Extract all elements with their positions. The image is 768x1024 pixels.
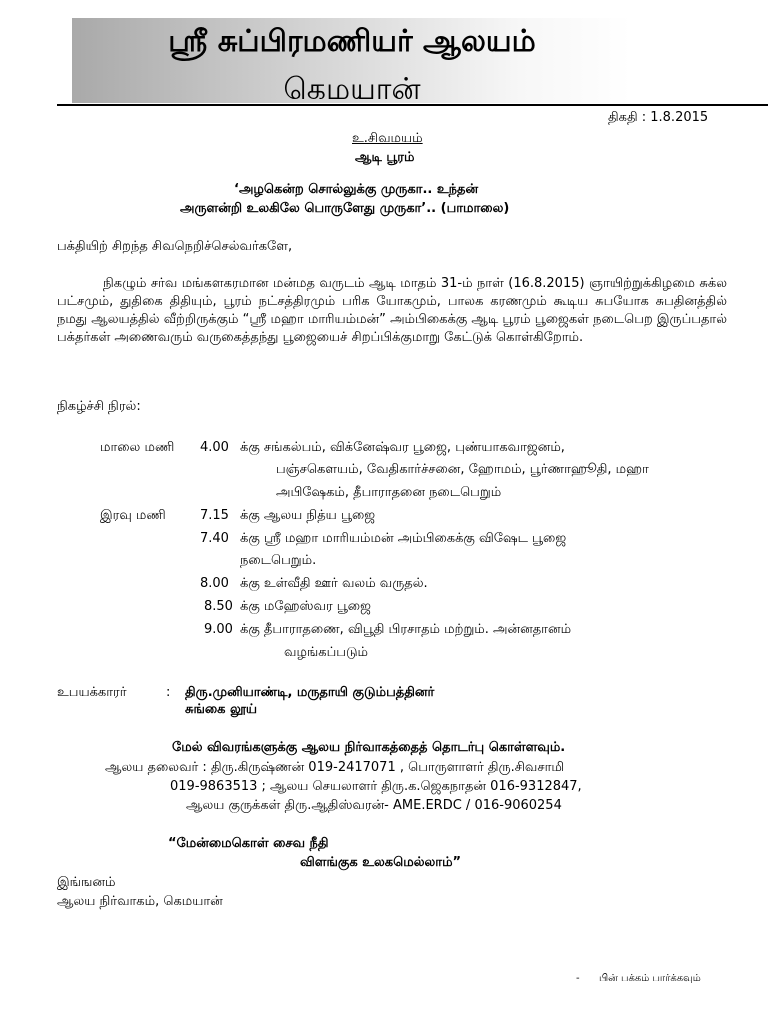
letter-date: திகதி : 1.8.2015 bbox=[608, 110, 709, 125]
evening-line-1: க்கு சங்கல்பம், விக்னேஷ்வர பூஜை, புண்யாகவாஜனம், bbox=[240, 440, 565, 455]
closing-quote-line-2: விளங்குக உலகமெல்லாம்” bbox=[300, 855, 462, 870]
evening-line-2: பஞ்சகௌயம், வேதிகார்ச்சனை, ஹோமம், பூர்ணாஹூதி, மஹா bbox=[276, 462, 649, 477]
body-paragraph: நிகழும் சர்வ மங்களகரமான மன்மத வருடம் ஆடி மாதம் 31-ம் நாள் (16.8.2015) ஞாயிற்றுக்கிழமை சுக்ல பட்சமும், துதிகை திதியும், பூரம் நட்சத்திரமும் பரிக யோகமும், பாலக கரணமும் கூடிய சுபயோக சுபதினத்தில் நமது ஆலயத்தில் வீற்றிருக்கும் “ஸ்ரீ மஹா மாரியம்மன்” அம்பிகைக்கு ஆடி பூரம் பூஜைகள் நடைபெற இருப்பதால் பக்தர்கள் அணைவரும் வருகைத்தந்து பூஜையைச் சிறப்பிக்குமாறு கேட்டுக் கொள்கிறோம். bbox=[57, 276, 727, 345]
closing-quote-line-1: “மேன்மைகொள் சைவ நீதி bbox=[168, 836, 329, 851]
quote-line-1: ‘அழகென்ற சொல்லுக்கு முருகா.. உந்தன் bbox=[234, 182, 479, 197]
evening-time: 4.00 bbox=[200, 440, 229, 455]
invocation: உ.சிவமயம் bbox=[352, 131, 423, 146]
item-740-line-1: க்கு ஸ்ரீ மஹா மாரியம்மன் அம்பிகைக்கு விஷேட பூஜை bbox=[240, 531, 567, 546]
night-label: இரவு மணி bbox=[100, 508, 166, 523]
title-banner bbox=[72, 18, 632, 103]
time-850: 8.50 bbox=[204, 599, 233, 614]
time-740: 7.40 bbox=[200, 531, 229, 546]
item-800: க்கு உள்வீதி ஊர் வலம் வருதல். bbox=[240, 576, 428, 591]
footer-dash: - bbox=[576, 973, 580, 984]
signoff-line-1: இங்ஙனம் bbox=[57, 875, 116, 890]
item-850: க்கு மஹேஸ்வர பூஜை bbox=[240, 599, 371, 614]
evening-line-3: அபிஷேகம், தீபாராதனை நடைபெறும் bbox=[276, 485, 502, 500]
sponsor-label: உபயக்காரர் bbox=[57, 685, 127, 700]
contact-heading: மேல் விவரங்களுக்கு ஆலய நிர்வாகத்தைத் தொடர்பு கொள்ளவும். bbox=[172, 740, 566, 755]
contact-line-2: 019-9863513 ; ஆலய செயலாளர் திரு.க.ஜெகநாதன் 016-9312847, bbox=[170, 779, 582, 794]
sponsor-line-2: சுங்கை லூய் bbox=[185, 702, 258, 717]
footer-note: பின் பக்கம் பார்க்கவும் bbox=[599, 973, 701, 984]
contact-line-1: ஆலய தலைவர் : திரு.கிருஷ்ணன் 019-2417071 , பொருளாளர் திரு.சிவசாமி bbox=[105, 760, 565, 775]
quote-line-2: அருளன்றி உலகிலே பொருளேது முருகா’.. (பாமாலை) bbox=[180, 201, 510, 216]
signoff-line-2: ஆலய நிர்வாகம், கெமயான் bbox=[57, 894, 223, 909]
occasion-title: ஆடி பூரம் bbox=[355, 150, 415, 165]
night-time: 7.15 bbox=[200, 508, 229, 523]
item-900-line-2: வழங்கப்படும் bbox=[284, 645, 369, 660]
contact-line-3: ஆலய குருக்கள் திரு.ஆதிஸ்வரன்- AME.ERDC / 016-9060254 bbox=[186, 798, 562, 813]
header-divider bbox=[57, 104, 768, 106]
time-900: 9.00 bbox=[204, 622, 233, 637]
item-900-line-1: க்கு தீபாராதணை, விபூதி பிரசாதம் மற்றும். அன்னதானம் bbox=[240, 622, 572, 637]
sponsor-line-1: திரு.முனியாண்டி, மருதாயி குடும்பத்தினர் bbox=[185, 685, 435, 700]
temple-location: கெமயான் bbox=[283, 72, 421, 103]
night-item-1: க்கு ஆலய நித்ய பூஜை bbox=[240, 508, 376, 523]
temple-name: ஸ்ரீ சுப்பிரமணியர் ஆலயம் bbox=[168, 24, 536, 59]
time-800: 8.00 bbox=[200, 576, 229, 591]
item-740-line-2: நடைபெறும். bbox=[240, 553, 317, 568]
evening-label: மாலை மணி bbox=[100, 440, 175, 455]
sponsor-colon: : bbox=[166, 685, 171, 700]
schedule-heading: நிகழ்ச்சி நிரல்: bbox=[57, 399, 141, 414]
greeting: பக்தியிற் சிறந்த சிவநெறிச்செல்வர்களே, bbox=[57, 239, 293, 254]
